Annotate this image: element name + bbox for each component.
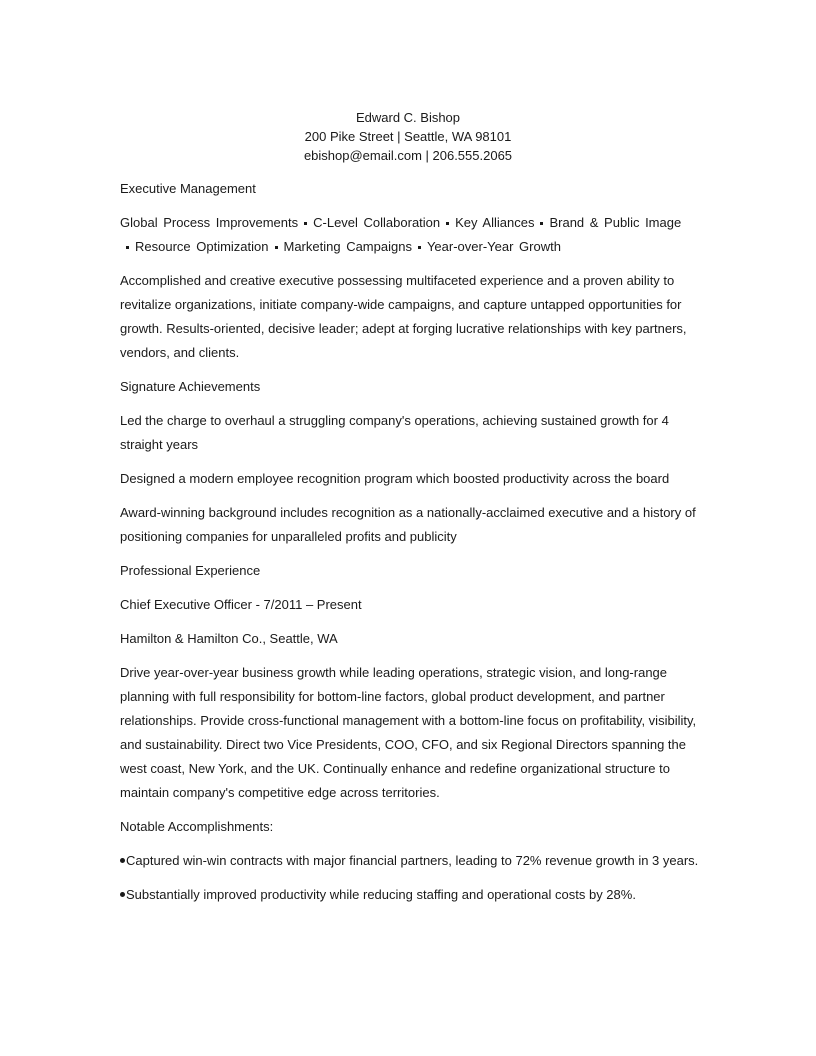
skill-item: C-Level Collaboration [313, 215, 441, 230]
achievement-item: Led the charge to overhaul a struggling company's operations, achieving sustained growth for 4 straight years [120, 413, 669, 452]
section-title: Executive Management [120, 181, 256, 196]
square-bullet-icon [540, 222, 543, 225]
skills-row-1 [120, 211, 700, 235]
accomplishment-text: Captured win-win contracts with major financial partners, leading to 72% revenue growth in 3 years. [126, 853, 699, 868]
accomplishment-item [120, 883, 700, 907]
accomplishment-text: Substantially improved productivity while reducing staffing and operational costs by 28%. [126, 887, 636, 902]
skill-item: Year-over-Year Growth [426, 239, 561, 254]
skill-item: Brand & Public Image [549, 215, 682, 230]
achievements-heading: Signature Achievements [120, 379, 261, 394]
skill-item: Marketing Campaigns [283, 239, 412, 254]
address-line: 200 Pike Street | Seattle, WA 98101 [304, 129, 512, 144]
skills-row-2 [120, 235, 700, 259]
achievement-item: Award-winning background includes recognition as a nationally-acclaimed executive and a history of positioning companies for unparalleled profits and publicity [120, 505, 696, 544]
summary-paragraph: Accomplished and creative executive possessing multifaceted experience and a proven ability to revitalize organizations, initiate company-wide campaigns, and capture untapped opportunities for growth. Results-oriented, decisive leader; adept at forging lucrative relationships with key partners, vendors, and clients. [120, 273, 687, 360]
company-line: Hamilton & Hamilton Co., Seattle, WA [120, 631, 338, 646]
contact-line: ebishop@email.com | 206.555.2065 [303, 148, 513, 163]
accomplishments-heading: Notable Accomplishments: [120, 819, 274, 834]
skill-item: Global Process Improvements [120, 215, 299, 230]
square-bullet-icon [446, 222, 449, 225]
accomplishment-item [120, 849, 700, 873]
resume-header [0, 108, 816, 165]
round-bullet-icon [120, 858, 125, 863]
candidate-name: Edward C. Bishop [355, 110, 461, 125]
square-bullet-icon [275, 246, 278, 249]
resume-body [120, 177, 700, 917]
skill-item: Key Alliances [455, 215, 535, 230]
skills-list [120, 211, 700, 259]
square-bullet-icon [126, 246, 129, 249]
square-bullet-icon [304, 222, 307, 225]
square-bullet-icon [418, 246, 421, 249]
job-title: Chief Executive Officer - 7/2011 – Present [120, 597, 362, 612]
job-description: Drive year-over-year business growth while leading operations, strategic vision, and long-range planning with full responsibility for bottom-line factors, global product development, and partner relationships. Provide cross-functional management with a bottom-line focus on profitability, visibility, and sustainability. Direct two Vice Presidents, COO, CFO, and six Regional Directors spanning the west coast, New York, and the UK. Continually enhance and redefine organizational structure to maintain company's competitive edge across territories. [120, 665, 697, 800]
skill-item: Resource Optimization [135, 239, 269, 254]
round-bullet-icon [120, 892, 125, 897]
experience-heading: Professional Experience [120, 563, 261, 578]
achievement-item: Designed a modern employee recognition program which boosted productivity across the board [120, 471, 670, 486]
